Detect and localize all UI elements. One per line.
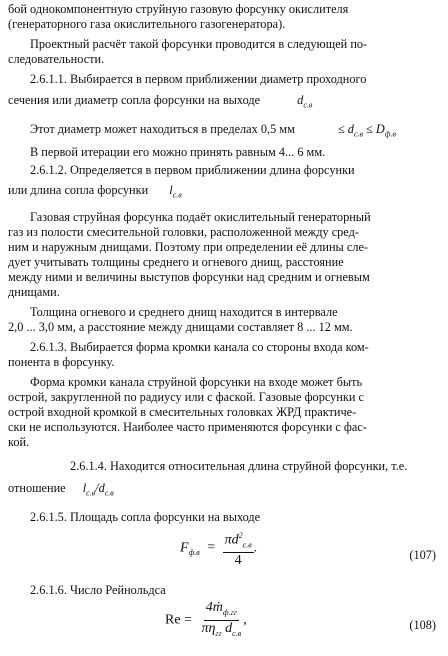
text-line: 2,0 ... 3,0 мм, а расстояние между днищами составляет 8 ... 12 мм. (8, 320, 353, 334)
text-line: Газовая струйная форсунка подаёт окислительный генераторный (30, 210, 371, 224)
text-line: В первой итерации его можно принять равным 4... 6 мм. (30, 145, 326, 159)
text-line: понента в форсунку. (8, 355, 115, 369)
formula-ratio: $l_{с.в}/d_{с.в}$ (82, 481, 114, 498)
equation-107: $F_{ф.в}$ = $\frac{\pi d^2_{с.в}}{4}$ . (180, 528, 257, 568)
text-line: или длина сопла форсунки $l_{с.в}$ (8, 183, 182, 200)
text-line: кой. (8, 435, 30, 449)
text-line: 2.6.1.4. Находится относительная длина струйной форсунки, т.е. (70, 459, 408, 473)
text-line: сечения или диаметр сопла форсунки на выходе $d_{с.в}$ (8, 93, 313, 110)
text-line: между ними и величины выступов форсунки над средним и огневым (8, 270, 370, 284)
equation-108: Re = $\frac{4ṁ_{ф.гг}}{\pi\eta_{гг} d_{с.в}}$ , (165, 600, 247, 641)
text-line: ски не используются. Наиболее часто применяются форсунки с фас- (8, 420, 367, 434)
text-line: отношение $l_{с.в}/d_{с.в}$ (8, 481, 114, 498)
formula-d-cv: $d_{с.в}$ (297, 93, 313, 110)
formula-inequality: ≤ $d_{с.в} \le D_{ф.в}$ (337, 122, 396, 139)
text-line: Этот диаметр может находиться в пределах 0,5 мм ≤ $d_{с.в} \le D_{ф.в}$ (30, 122, 396, 139)
text-line: бой однокомпонентную струйную газовую форсунку окислителя (8, 2, 349, 16)
text-line: газ из полости смесительной головки, расположенной между сред- (8, 225, 359, 239)
text-line: 2.6.1.6. Число Рейнольдса (30, 583, 166, 597)
text-line: Толщина огневого и среднего днищ находится в интервале (30, 305, 338, 319)
text-line: 2.6.1.1. Выбирается в первом приближении диаметр проходного (30, 72, 367, 86)
text-line: 2.6.1.2. Определяется в первом приближении длина форсунки (30, 163, 355, 177)
text-line: 2.6.1.5. Площадь сопла форсунки на выходе (30, 510, 261, 524)
fraction: $\frac{\pi d^2_{с.в}}{4}$ (223, 528, 254, 568)
fraction: $\frac{4ṁ_{ф.гг}}{\pi\eta_{гг} d_{с.в}}$ (201, 600, 242, 638)
text-line: острой входной кромкой в смесительных головках ЖРД практиче- (8, 405, 357, 419)
text-line: ним и наружным днищами. Поэтому при определении её длины сле- (8, 240, 369, 254)
equation-number: (108) (409, 618, 436, 632)
text-line: дует учитывать толщины среднего и огневого днищ, расстояние (8, 255, 344, 269)
text-line: (генераторного газа окислительного газогенератора). (8, 17, 286, 31)
text-line: следовательности. (8, 52, 105, 66)
text-line: днищами. (8, 285, 60, 299)
text-line: Форма кромки канала струйной форсунки на входе может быть (30, 375, 363, 389)
text-line: острой, закругленной по радиусу или с фаской. Газовые форсунки с (8, 390, 364, 404)
formula-l-cv: $l_{с.в}$ (169, 183, 182, 200)
text-line: 2.6.1.3. Выбирается форма кромки канала со стороны входа ком- (30, 340, 369, 354)
equation-number: (107) (409, 548, 436, 562)
text-line: Проектный расчёт такой форсунки проводится в следующей по- (30, 37, 368, 51)
